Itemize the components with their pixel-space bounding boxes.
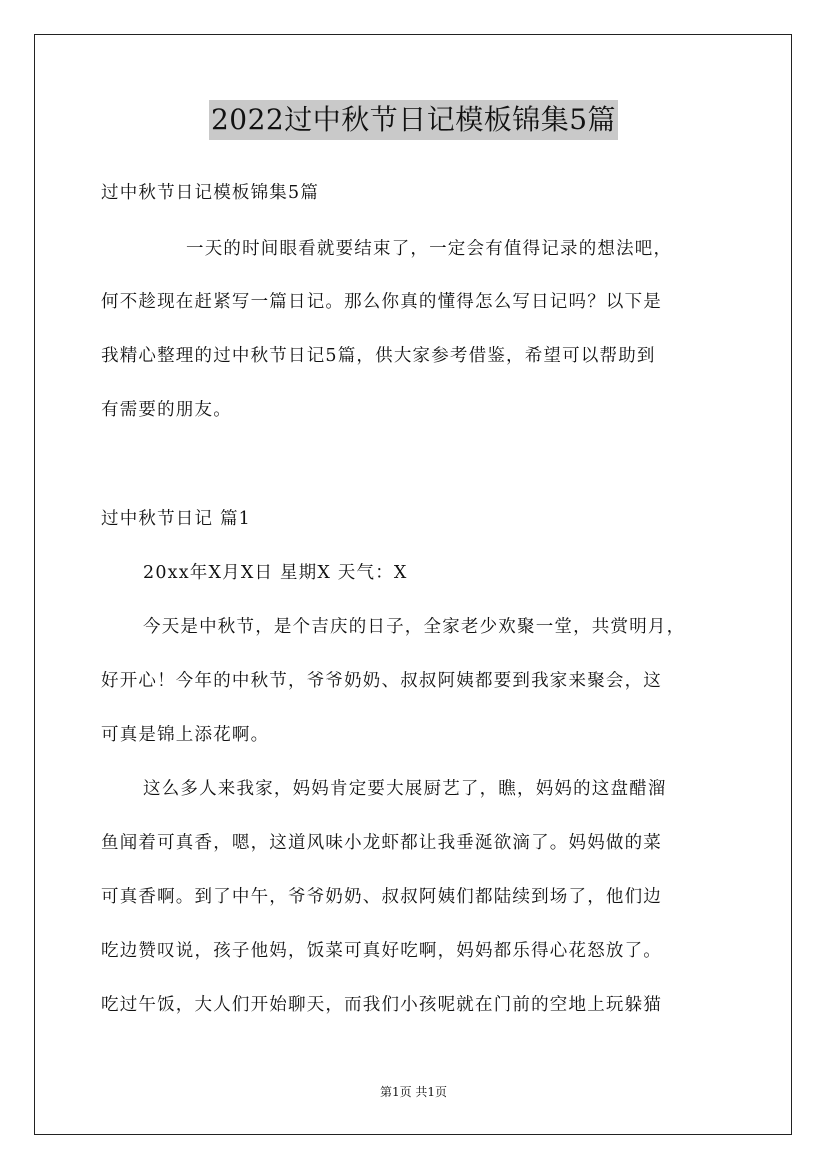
intro-line-1: 一天的时间眼看就要结束了，一定会有值得记录的想法吧，	[186, 239, 673, 259]
intro-line-2: 何不趁现在赶紧写一篇日记。那么你真的懂得怎么写日记吗？以下是	[101, 292, 662, 312]
paragraph2-line-5: 吃过午饭，大人们开始聊天，而我们小孩呢就在门前的空地上玩躲猫	[101, 995, 662, 1015]
paragraph2-line-3: 可真香啊。到了中午，爷爷奶奶、叔叔阿姨们都陆续到场了，他们边	[101, 887, 662, 907]
paragraph2-line-1: 这么多人来我家，妈妈肯定要大展厨艺了，瞧，妈妈的这盘醋溜	[143, 779, 667, 799]
paragraph1-line-2: 好开心！今年的中秋节，爷爷奶奶、叔叔阿姨都要到我家来聚会，这	[101, 671, 662, 691]
intro-line-3: 我精心整理的过中秋节日记5篇，供大家参考借鉴，希望可以帮助到	[101, 346, 656, 366]
paragraph2-line-2: 鱼闻着可真香，嗯，这道风味小龙虾都让我垂涎欲滴了。妈妈做的菜	[101, 833, 662, 853]
intro-line-4: 有需要的朋友。	[101, 400, 232, 420]
date-line: 20xx年X月X日 星期X 天气：X	[143, 563, 408, 583]
paragraph1-line-1: 今天是中秋节，是个吉庆的日子，全家老少欢聚一堂，共赏明月，	[143, 617, 686, 637]
document-title: 2022过中秋节日记模板锦集5篇	[209, 100, 618, 140]
document-subtitle: 过中秋节日记模板锦集5篇	[101, 183, 320, 203]
section-heading: 过中秋节日记 篇1	[101, 509, 251, 529]
paragraph1-line-3: 可真是锦上添花啊。	[101, 725, 270, 745]
document-title-block	[0, 100, 827, 140]
page-indicator: 第1页 共1页	[379, 1085, 448, 1099]
paragraph2-line-4: 吃边赞叹说，孩子他妈，饭菜可真好吃啊，妈妈都乐得心花怒放了。	[101, 941, 662, 961]
